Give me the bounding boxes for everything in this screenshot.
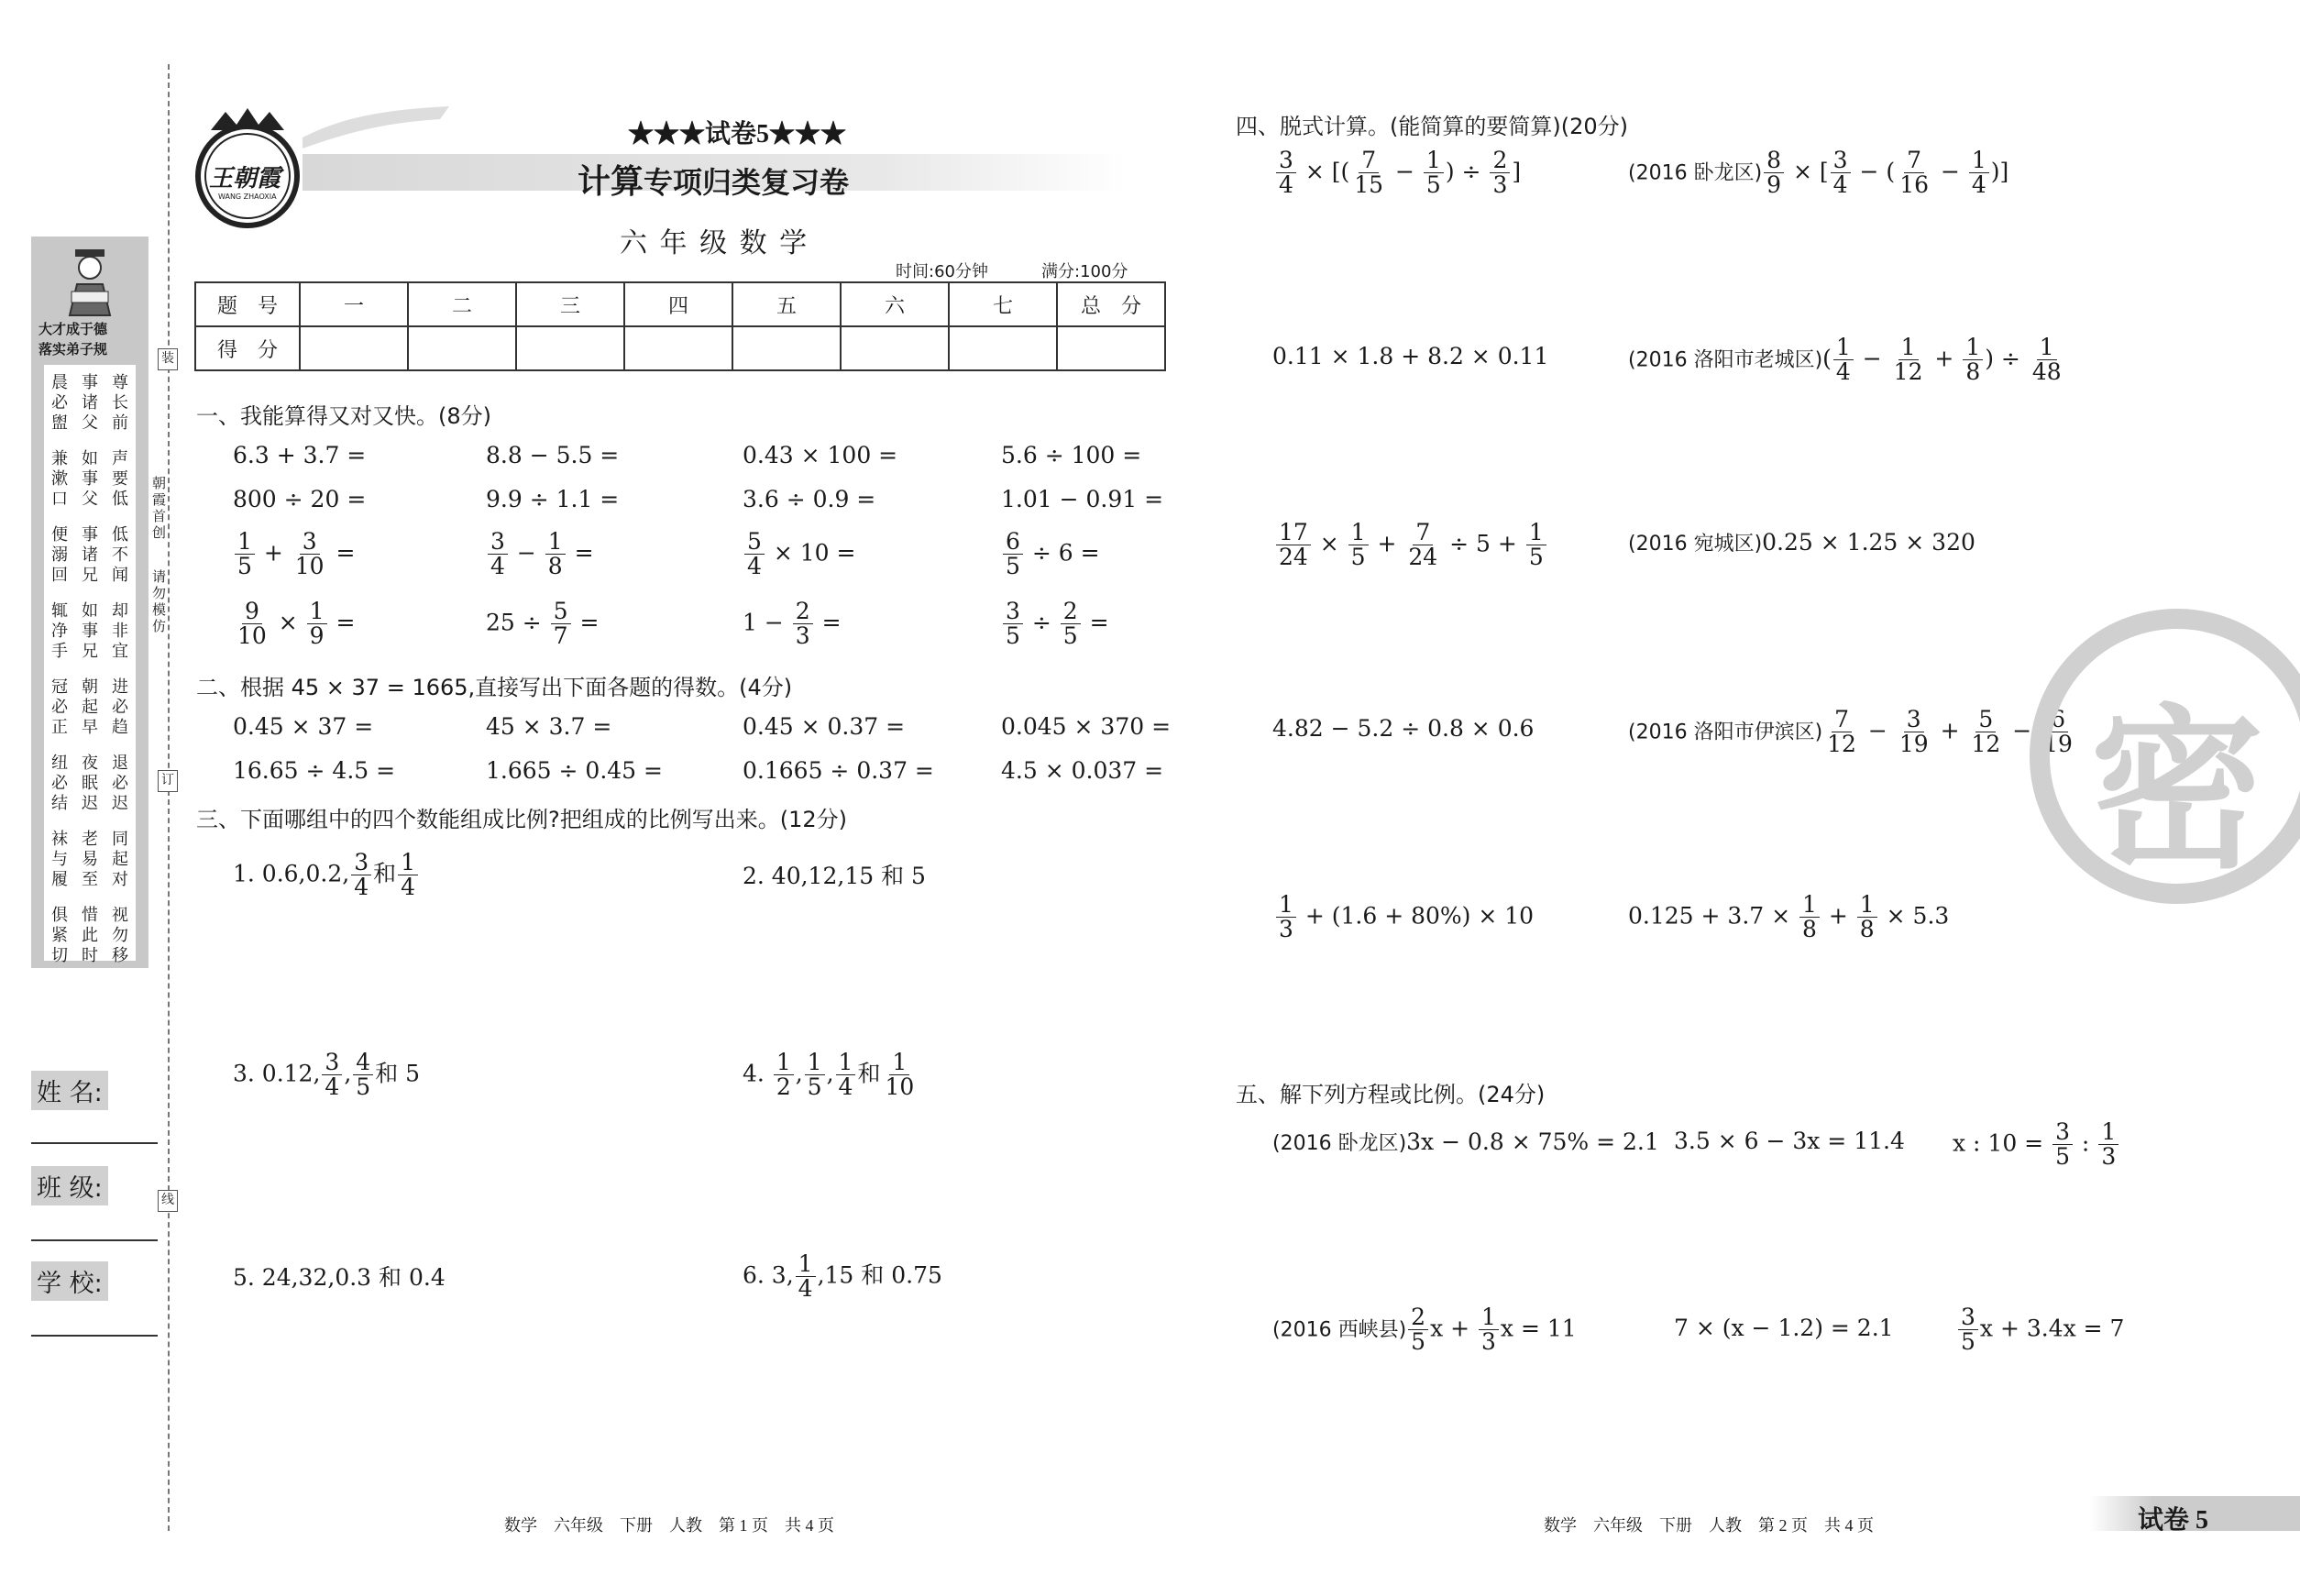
score-header-cell: 二 — [408, 282, 516, 326]
motto-column: 袜与履 — [51, 830, 68, 888]
s5-e6: $\frac{3}{5}$ x + 3.4x = 7 — [1956, 1305, 2124, 1355]
score-header-cell: 四 — [624, 282, 732, 326]
scholar-figure-icon — [59, 244, 121, 317]
score-cell[interactable] — [841, 326, 949, 370]
motto-column: 俱紧切 — [51, 906, 68, 964]
motto-column: 退必迟 — [112, 754, 128, 812]
motto-column: 声要低 — [112, 449, 128, 508]
score-cell[interactable] — [949, 326, 1057, 370]
score-header-cell: 六 — [841, 282, 949, 326]
subject-title-bold: 计算 — [578, 163, 644, 201]
motto-column: 惜此时 — [82, 906, 98, 964]
s1-r2-d: 1.01 − 0.91 = — [1001, 486, 1164, 512]
score-row-label: 得 分 — [195, 326, 300, 370]
vertical-note-2: 请勿模仿 — [152, 568, 167, 634]
s5-e3: x : 10 = $\frac{3}{5}$ : $\frac{1}{3}$ — [1953, 1120, 2120, 1170]
s4-q5: $\frac{17}{24}$ × $\frac{1}{5}$ + $\frac{7}{24}$ ÷ 5 + $\frac{1}{5}$ — [1274, 521, 1548, 570]
s1-r1-d: 5.6 ÷ 100 = — [1001, 442, 1142, 468]
score-table-header-row — [195, 282, 1165, 326]
s2-r1-a: 0.45 × 37 = — [233, 713, 374, 740]
s1-r4-b: 25 ÷ $\frac{5}{7}$ = — [486, 598, 600, 650]
score-header-cell: 总 分 — [1057, 282, 1165, 326]
secret-watermark — [2026, 605, 2300, 908]
motto-column: 便溺回 — [51, 525, 68, 584]
motto-column: 夜眠迟 — [82, 754, 98, 812]
motto-column: 事诸兄 — [82, 525, 98, 584]
s3-q4: 4. $\frac{1}{2}$ , $\frac{1}{5}$ , $\frac{1}{4}$ 和 $\frac{1}{10}$ — [743, 1049, 915, 1101]
motto-title-2: 落实弟子规 — [39, 341, 108, 358]
motto-column: 老易至 — [82, 830, 98, 888]
score-cell[interactable] — [408, 326, 516, 370]
motto-column: 视勿移 — [112, 906, 128, 964]
s1-r3-c: $\frac{5}{4}$ × 10 = — [743, 530, 855, 579]
s3-q3: 3. 0.12, $\frac{3}{4}$ , $\frac{4}{5}$ 和 5 — [233, 1049, 421, 1101]
score-cell[interactable] — [516, 326, 624, 370]
s1-r4-c: 1 − $\frac{2}{3}$ = — [743, 598, 842, 650]
s3-q2: 2. 40,12,15 和 5 — [743, 863, 926, 889]
school-field[interactable] — [31, 1335, 158, 1337]
binding-dashed-line — [168, 64, 170, 1531]
score-header-cell: 题 号 — [195, 282, 300, 326]
subject-title — [578, 156, 849, 203]
brand-logo — [191, 103, 304, 231]
grade-subject: 六 年 级 数 学 — [620, 227, 809, 259]
section5-title: 五、解下列方程或比例。(24分) — [1236, 1082, 1546, 1107]
motto-column: 如事父 — [82, 449, 98, 508]
motto-column: 冠必正 — [51, 677, 68, 736]
seal-ding: 订 — [158, 770, 178, 792]
motto-column: 事诸父 — [82, 373, 98, 432]
s5-e1: (2016 卧龙区)3x − 0.8 × 75% = 2.1 — [1272, 1128, 1659, 1155]
motto-column: 朝起早 — [82, 677, 98, 736]
motto-column: 纽必结 — [51, 754, 68, 812]
score-header-cell: 三 — [516, 282, 624, 326]
s5-e2: 3.5 × 6 − 3x = 11.4 — [1674, 1128, 1905, 1154]
s1-r1-c: 0.43 × 100 = — [743, 442, 898, 468]
watermark-char: 密 — [2090, 689, 2265, 892]
school-label: 学 校: — [31, 1261, 108, 1301]
s4-q8: (2016 洛阳市伊滨区) $\frac{7}{12}$ − $\frac{3}{19}$ + $\frac{5}{12}$ − $\frac{6}{19}$ — [1628, 706, 2073, 758]
section2-title: 二、根据 45 × 37 = 1665,直接写出下面各题的得数。(4分) — [196, 675, 793, 700]
paper-number: ★★★试卷5★★★ — [628, 120, 847, 149]
s4-q7: 4.82 − 5.2 ÷ 0.8 × 0.6 — [1272, 715, 1535, 742]
s5-e5: 7 × (x − 1.2) = 2.1 — [1674, 1315, 1894, 1341]
brand-sub: WANG ZHAOXIA — [218, 193, 277, 201]
footer-badge: 试卷 5 — [2138, 1506, 2209, 1535]
score-header-cell: 五 — [732, 282, 841, 326]
s1-r4-a: $\frac{9}{10}$ × $\frac{1}{9}$ = — [237, 598, 356, 650]
s2-r2-b: 1.665 ÷ 0.45 = — [486, 757, 663, 784]
seal-xian: 线 — [158, 1190, 178, 1212]
s1-r2-b: 9.9 ÷ 1.1 = — [486, 486, 620, 512]
s3-q1: 1. 0.6,0.2, $\frac{3}{4}$ 和 $\frac{1}{4}$ — [233, 851, 420, 900]
ribbon-decoration — [303, 101, 449, 154]
score-header-cell: 七 — [949, 282, 1057, 326]
seal-zhuang: 装 — [158, 348, 178, 370]
s1-r1-a: 6.3 + 3.7 = — [233, 442, 367, 468]
motto-column: 低不闻 — [112, 525, 128, 584]
motto-column: 兼漱口 — [51, 449, 68, 508]
motto-column: 如事兄 — [82, 601, 98, 660]
motto-title-1: 大才成于德 — [39, 321, 108, 337]
motto-column: 同起对 — [112, 830, 128, 888]
score-cell[interactable] — [1057, 326, 1165, 370]
s2-r1-d: 0.045 × 370 = — [1001, 713, 1172, 740]
s1-r2-a: 800 ÷ 20 = — [233, 486, 367, 512]
score-cell[interactable] — [732, 326, 841, 370]
s1-r2-c: 3.6 ÷ 0.9 = — [743, 486, 876, 512]
score-cell[interactable] — [300, 326, 408, 370]
footer-right: 数学 六年级 下册 人教 第 2 页 共 4 页 — [1544, 1516, 1874, 1535]
s2-r2-d: 4.5 × 0.037 = — [1001, 757, 1164, 784]
s2-r1-c: 0.45 × 0.37 = — [743, 713, 906, 740]
name-field[interactable] — [31, 1142, 158, 1144]
score-cell[interactable] — [624, 326, 732, 370]
motto-column: 晨必盥 — [51, 373, 68, 432]
motto-column: 进必趋 — [112, 677, 128, 736]
footer-left: 数学 六年级 下册 人教 第 1 页 共 4 页 — [504, 1516, 834, 1535]
score-table-score-row — [195, 326, 1165, 370]
section3-title: 三、下面哪组中的四个数能组成比例?把组成的比例写出来。(12分) — [196, 807, 848, 832]
s1-r1-b: 8.8 − 5.5 = — [486, 442, 620, 468]
s2-r2-a: 16.65 ÷ 4.5 = — [233, 757, 396, 784]
s4-q6: (2016 宛城区)0.25 × 1.25 × 320 — [1628, 529, 1975, 556]
class-label: 班 级: — [31, 1166, 108, 1205]
s2-r2-c: 0.1665 ÷ 0.37 = — [743, 757, 934, 784]
s5-e4: (2016 西峡县) $\frac{2}{5}$ x + $\frac{1}{3}$ x = 11 — [1272, 1304, 1577, 1356]
s4-q10: 0.125 + 3.7 × $\frac{1}{8}$ + $\frac{1}{8}$ × 5.3 — [1628, 891, 1950, 943]
s4-q2: (2016 卧龙区) $\frac{8}{9}$ × [ $\frac{3}{4}$ − ( $\frac{7}{16}$ − $\frac{1}{4}$ )] — [1628, 147, 2009, 199]
s1-r3-b: $\frac{3}{4}$ − $\frac{1}{8}$ = — [486, 530, 594, 579]
s3-q6: 6. 3, $\frac{1}{4}$ ,15 和 0.75 — [743, 1250, 942, 1303]
s1-r4-d: $\frac{3}{5}$ ÷ $\frac{2}{5}$ = — [1001, 600, 1109, 649]
score-table — [194, 281, 1166, 371]
s3-q5: 5. 24,32,0.3 和 0.4 — [233, 1264, 446, 1291]
motto-column: 却非宜 — [112, 601, 128, 660]
time-info: 时间:60分钟 — [896, 262, 988, 281]
s1-r3-a: $\frac{1}{5}$ + $\frac{3}{10}$ = — [233, 530, 355, 579]
s2-r1-b: 45 × 3.7 = — [486, 713, 612, 740]
name-label: 姓 名: — [31, 1071, 108, 1110]
class-field[interactable] — [31, 1239, 158, 1241]
motto-column: 辄净手 — [51, 601, 68, 660]
s1-r3-d: $\frac{6}{5}$ ÷ 6 = — [1001, 530, 1100, 579]
s4-q1: $\frac{3}{4}$ × [( $\frac{7}{15}$ − $\frac{1}{5}$ ) ÷ $\frac{2}{3}$ ] — [1274, 149, 1521, 198]
s4-q9: $\frac{1}{3}$ + (1.6 + 80%) × 10 — [1274, 893, 1534, 942]
motto-column: 尊长前 — [112, 373, 128, 432]
score-header-cell: 一 — [300, 282, 408, 326]
s4-q3: 0.11 × 1.8 + 8.2 × 0.11 — [1272, 343, 1549, 369]
score-info: 满分:100分 — [1041, 262, 1128, 281]
section1-title: 一、我能算得又对又快。(8分) — [196, 403, 491, 429]
subject-title-rest: 专项归类复习卷 — [644, 165, 850, 200]
section4-title: 四、脱式计算。(能简算的要简算)(20分) — [1236, 114, 1628, 139]
brand-text: 王朝霞 — [209, 165, 281, 192]
s4-q4: (2016 洛阳市老城区)( $\frac{1}{4}$ − $\frac{1}{12}$ + $\frac{1}{8}$ ) ÷ $\frac{1}{48}$ — [1628, 334, 2062, 386]
vertical-note-1: 朝霞首创 — [152, 475, 167, 541]
